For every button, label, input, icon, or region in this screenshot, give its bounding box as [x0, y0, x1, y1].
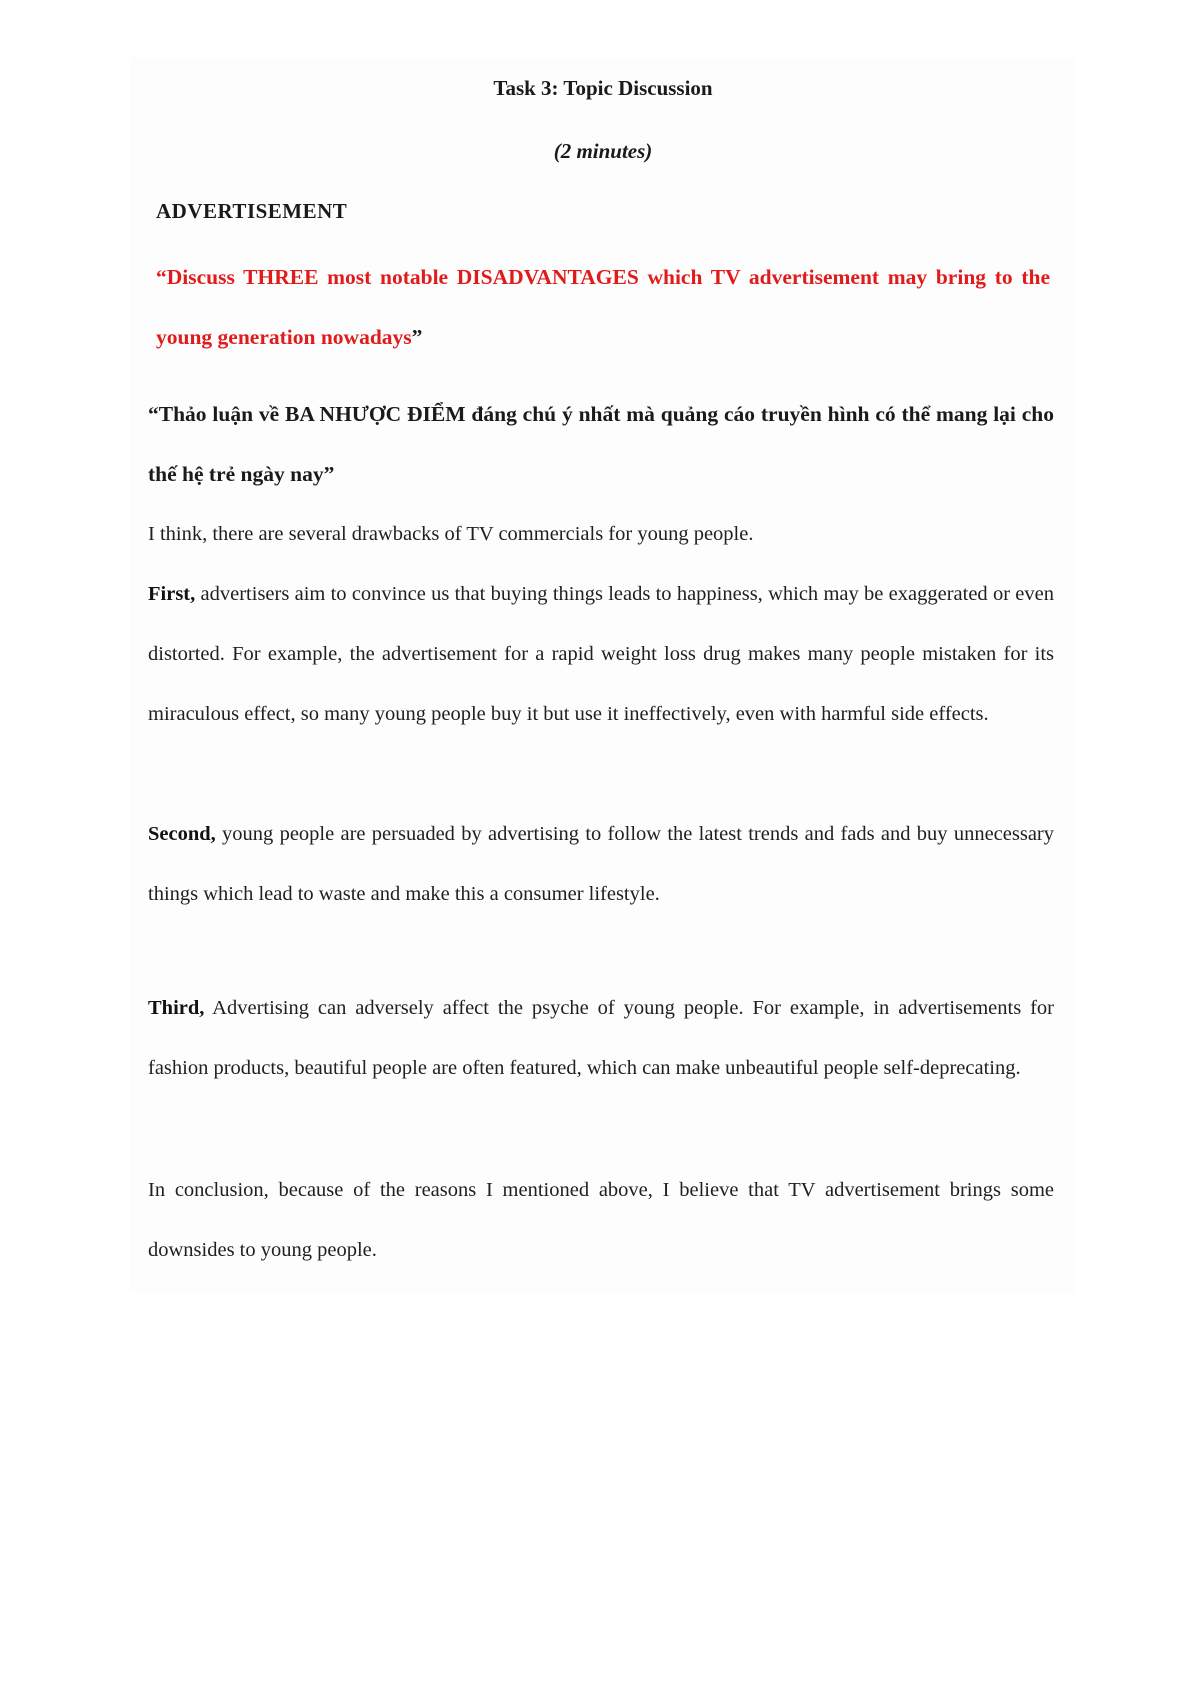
first-point-body: advertisers aim to convince us that buying things leads to happiness, which may be exaggerated or even distorted. For example, the advertisement for a rapid weight loss drug makes many people mistaken for its miraculous effect, so many young people buy it but use it ineffectively, even with harmful side effects.	[148, 583, 1054, 725]
prompt-english-text: “Discuss THREE most notable DISADVANTAGES which TV advertisement may bring to the young generation nowadays	[156, 265, 1050, 349]
topic-prompt-vietnamese: “Thảo luận về BA NHƯỢC ĐIỂM đáng chú ý nhất mà quảng cáo truyền hình có thể mang lại cho thế hệ trẻ ngày nay”	[148, 402, 1054, 486]
task-title: Task 3: Topic Discussion	[493, 76, 713, 100]
answer-intro: I think, there are several drawbacks of TV commercials for young people.	[148, 523, 754, 545]
second-point-body: young people are persuaded by advertising to follow the latest trends and fads and buy unnecessary things which lead to waste and make this a consumer lifestyle.	[148, 823, 1054, 905]
first-point-lead: First,	[148, 583, 196, 605]
second-point-lead: Second,	[148, 823, 216, 845]
answer-first-point	[148, 564, 1054, 744]
prompt-closing-quote: ”	[411, 325, 423, 349]
answer-third-point	[148, 978, 1054, 1098]
third-point-body: Advertising can adversely affect the psyche of young people. For example, in advertisements for fashion products, beautiful people are often featured, which can make unbeautiful people self-deprecating.	[148, 997, 1054, 1079]
third-point-lead: Third,	[148, 997, 205, 1019]
answer-second-point	[148, 804, 1054, 924]
task-duration: (2 minutes)	[553, 139, 653, 163]
topic-prompt-english	[156, 247, 1050, 367]
topic-heading: ADVERTISEMENT	[156, 199, 348, 223]
answer-conclusion: In conclusion, because of the reasons I mentioned above, I believe that TV advertisement brings some downsides to young people.	[148, 1179, 1054, 1261]
